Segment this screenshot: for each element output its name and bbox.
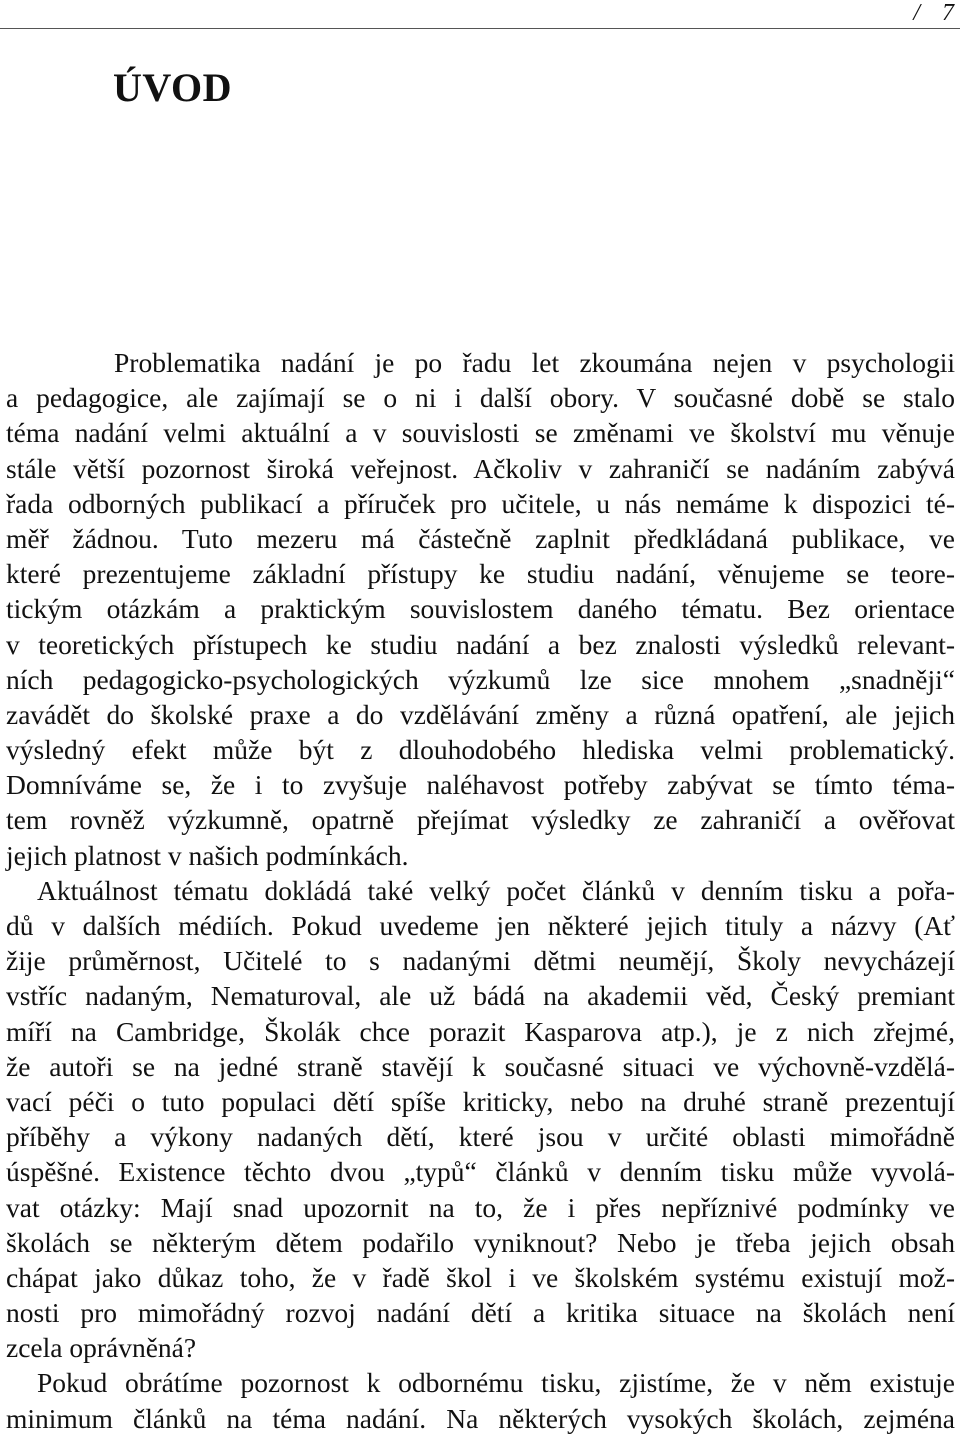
text-line: výsledný efekt může být z dlouhodobého hlediska velmi problematický. xyxy=(6,734,955,766)
text-line: tem rovněž výzkumně, opatrně přejímat výsledky ze zahraničí a ověřovat xyxy=(6,804,955,836)
text-line: minimum článků na téma nadání. Na některých vysokých školách, zejména xyxy=(6,1402,955,1434)
text-line: Pokud obrátíme pozornost k odbornému tisku, zjistíme, že v něm existuje xyxy=(37,1367,955,1399)
header-rule xyxy=(0,28,960,29)
text-line: nosti pro mimořádný rozvoj nadání dětí a kritika situace na školách není xyxy=(6,1297,955,1329)
text-line: dů v dalších médiích. Pokud uvedeme jen některé jejich tituly a názvy (Ať xyxy=(6,910,955,941)
text-line: žije průměrnost, Učitelé to s nadanými dětmi neumějí, Školy nevycházejí xyxy=(6,945,955,977)
text-line: zcela oprávněná? xyxy=(6,1332,197,1364)
text-line: školách se některým dětem podařilo vyniknout? Nebo je třeba jejich obsah xyxy=(6,1226,955,1258)
page-number xyxy=(913,0,954,26)
text-line: stále větší pozornost široká veřejnost. Ačkoliv v zahraničí se nadáním zabývá xyxy=(6,452,955,484)
text-line: Problematika nadání je po řadu let zkoumána nejen v psychologii xyxy=(114,347,955,378)
text-line: tickým otázkám a praktickým souvislostem daného tématu. Bez orientace xyxy=(6,593,955,625)
text-line: úspěšné. Existence těchto dvou „typů“ článků v denním tisku může vyvolá- xyxy=(6,1156,955,1188)
text-line: a pedagogice, ale zajímají se o ni i další obory. V současné době se stalo xyxy=(6,382,955,414)
body-text xyxy=(6,345,955,1436)
text-line: které prezentujeme základní přístupy ke studiu nadání, věnujeme se teore- xyxy=(6,558,955,590)
text-line: měř žádnou. Tuto mezeru má částečně zaplnit předkládaná publikace, ve xyxy=(6,522,955,554)
text-line: řada odborných publikací a příruček pro učitele, u nás nemáme k dispozici té- xyxy=(6,487,955,519)
text-line: téma nadání velmi aktuální a v souvislosti se změnami ve školství mu věnuje xyxy=(6,417,955,449)
text-line: míří na Cambridge, Školák chce porazit Kasparova atp.), je z nich zřejmé, xyxy=(6,1015,955,1047)
text-line: chápat jako důkaz toho, že v řadě škol i ve školském systému existují mož- xyxy=(6,1261,955,1293)
page-number-separator: / xyxy=(913,0,920,26)
text-line: zavádět do školské praxe a do vzdělávání změny a různá opatření, ale jejich xyxy=(6,698,955,730)
text-line: příběhy a výkony nadaných dětí, které jsou v určité oblasti mimořádně xyxy=(6,1121,955,1153)
text-line: jejich platnost v našich podmínkách. xyxy=(6,839,409,871)
chapter-title: ÚVOD xyxy=(113,65,232,110)
text-line: v teoretických přístupech ke studiu nadání a bez znalosti výsledků relevant- xyxy=(6,628,955,660)
page-number-value: 7 xyxy=(942,0,954,26)
text-line: Aktuálnost tématu dokládá také velký počet článků v denním tisku a pořa- xyxy=(37,874,955,906)
text-line: ních pedagogicko-psychologických výzkumů lze sice mnohem „snadněji“ xyxy=(6,663,955,695)
text-line: vstříc nadaným, Nematuroval, ale už bádá na akademii věd, Český premiant xyxy=(6,980,955,1012)
text-line: Domníváme se, že i to zvyšuje naléhavost potřeby zabývat se tímto téma- xyxy=(6,769,955,801)
text-line: vat otázky: Mají snad upozornit na to, že i přes nepříznivé podmínky ve xyxy=(6,1191,955,1223)
text-line: že autoři se na jedné straně stavějí k současné situaci ve výchovně-vzdělá- xyxy=(6,1050,955,1082)
text-line: vací péči o tuto populaci dětí spíše kriticky, nebo na druhé straně prezentují xyxy=(6,1085,955,1117)
